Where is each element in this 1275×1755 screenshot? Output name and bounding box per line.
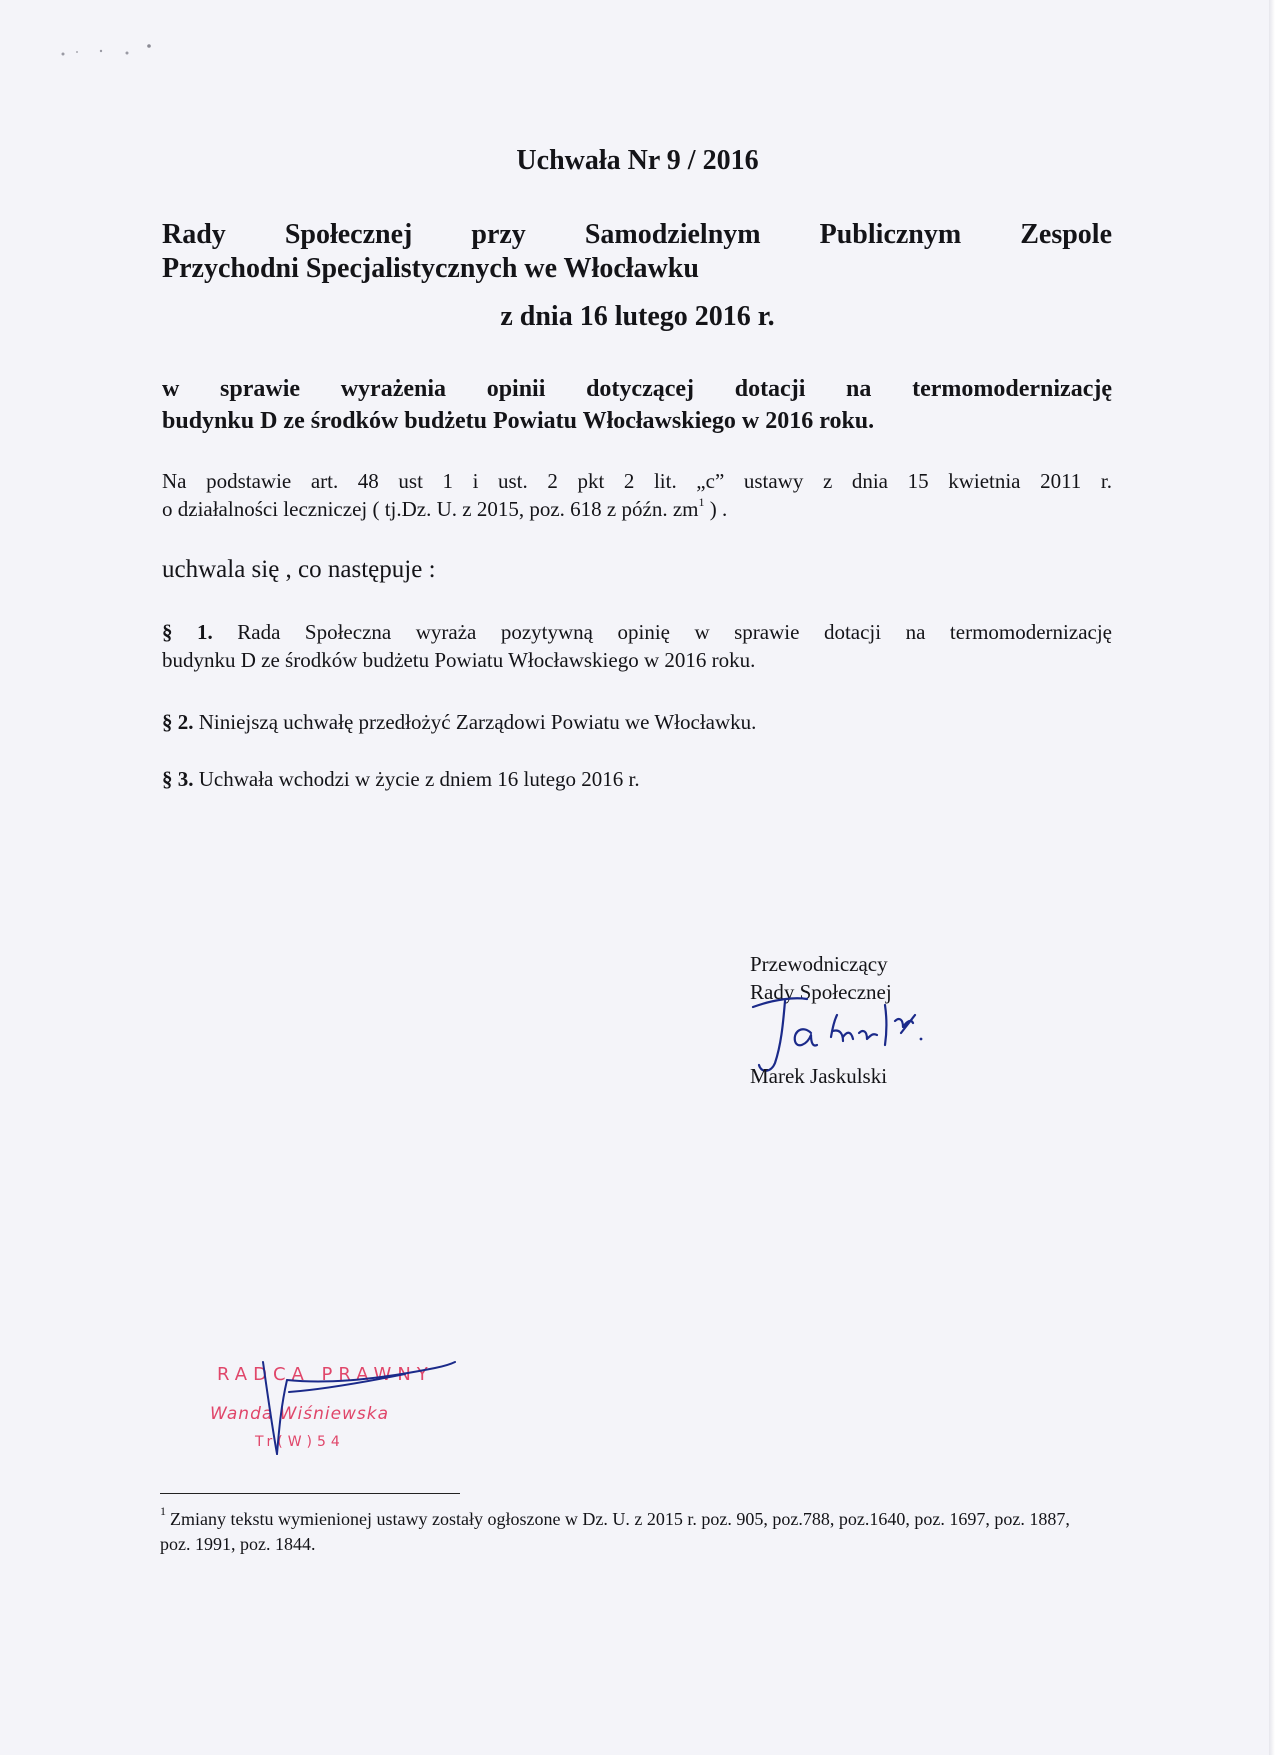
paragraph-3-number: § 3. [162, 767, 194, 791]
footnote-marker: 1 [160, 1504, 166, 1518]
paragraph-1 [162, 618, 1112, 674]
subject-line1: w sprawie wyrażenia opinii dotyczącej dotacji na termomodernizację [162, 376, 1112, 402]
stamp-title: RADCA PRAWNY [217, 1364, 434, 1385]
legal-counsel-stamp [205, 1350, 515, 1470]
stamp-handwritten-signature [205, 1350, 515, 1470]
paragraph-2-text: Niniejszą uchwałę przedłożyć Zarządowi Powiatu we Włocławku. [193, 710, 757, 734]
resolution-date: z dnia 16 lutego 2016 r. [500, 301, 775, 332]
resolve-text: uchwala się , co następuje : [162, 556, 436, 583]
signatory-name: Marek Jaskulski [750, 1064, 888, 1088]
footnote-separator [160, 1493, 460, 1494]
legal-basis-line2-end: ) . [704, 497, 728, 521]
paragraph-2 [162, 708, 1112, 736]
signature-role-line2: Rady Społecznej [750, 980, 892, 1004]
paragraph-1-line1 [162, 618, 1112, 646]
council-heading-line2: Przychodni Specjalistycznych we Włocławku [162, 253, 699, 284]
subject-line2: budynku D ze środków budżetu Powiatu Włocławskiego w 2016 roku. [162, 408, 875, 434]
resolution-subject [162, 373, 1112, 437]
scan-edge [1269, 0, 1275, 1755]
resolution-title: Uchwała Nr 9 / 2016 [516, 145, 759, 176]
stamp-number: Tr(W)54 [255, 1434, 345, 1450]
legal-basis-line2 [162, 495, 1112, 523]
scan-speck-marks [55, 42, 165, 62]
footnote-text: Zmiany tekstu wymienionej ustawy zostały ogłoszone w Dz. U. z 2015 r. poz. 905, poz.788, poz.1640, poz. 1697, poz. 1887, poz. 1991, poz. 1844. [160, 1509, 1070, 1554]
signature-role-line1: Przewodniczący [750, 952, 888, 976]
legal-basis [162, 467, 1112, 523]
paragraph-1-number: § 1. [162, 620, 213, 644]
paragraph-3-text: Uchwała wchodzi w życie z dniem 16 lutego 2016 r. [193, 767, 640, 791]
footnote [160, 1504, 1090, 1557]
paragraph-3 [162, 765, 1112, 793]
paragraph-1-line2: budynku D ze środków budżetu Powiatu Włocławskiego w 2016 roku. [162, 648, 756, 672]
stamp-name: Wanda Wiśniewska [210, 1404, 390, 1424]
paragraph-2-number: § 2. [162, 710, 194, 734]
council-heading-line1: Rady Społecznej przy Samodzielnym Publicznym Zespole [162, 219, 1112, 250]
legal-basis-line2-text: o działalności leczniczej ( tj.Dz. U. z 2015, poz. 618 z późn. zm [162, 497, 699, 521]
legal-basis-line1: Na podstawie art. 48 ust 1 i ust. 2 pkt 2 lit. „c” ustawy z dnia 15 kwietnia 2011 r. [162, 469, 1112, 493]
paragraph-1-line1-text: Rada Społeczna wyraża pozytywną opinię w sprawie dotacji na termomodernizację [212, 620, 1112, 644]
council-heading [162, 218, 1112, 286]
footnote-reference: 1 [698, 495, 705, 509]
